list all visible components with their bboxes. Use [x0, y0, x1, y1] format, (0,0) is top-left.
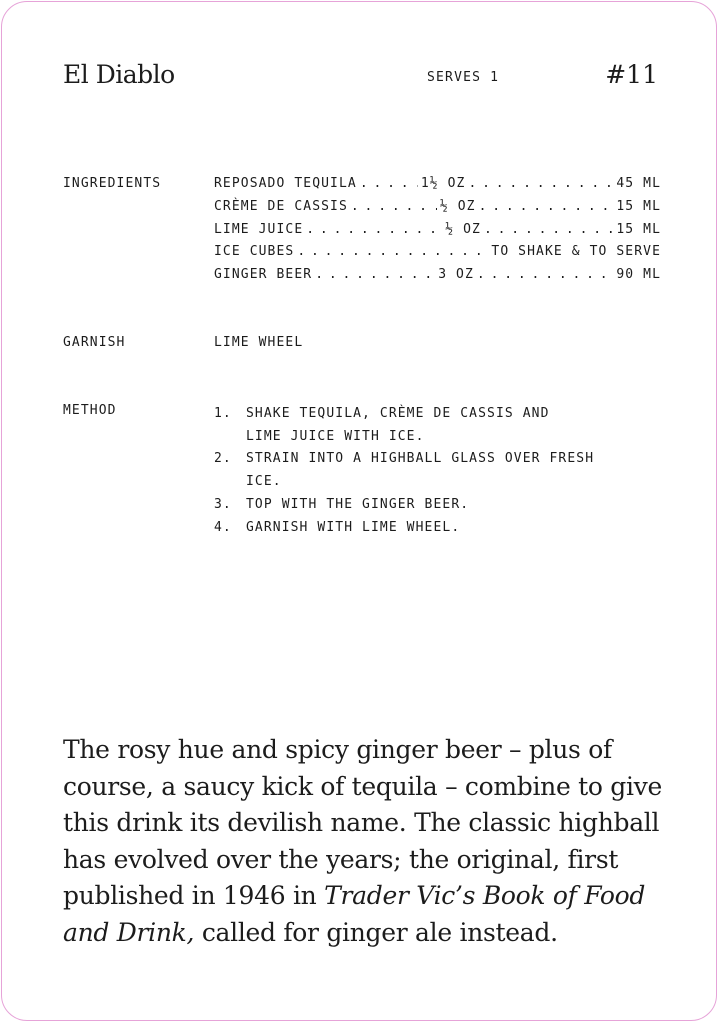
ingredient-name: REPOSADO TEQUILA — [214, 176, 357, 191]
method-step — [214, 403, 606, 448]
leader-dots — [351, 199, 437, 217]
leader-dots — [306, 222, 442, 240]
step-text: TOP WITH THE GINGER BEER. — [246, 496, 470, 512]
garnish-label: GARNISH — [63, 335, 126, 350]
leader-dots — [315, 267, 435, 285]
leader-dots — [479, 199, 614, 217]
book-title: Trader Vic’s Book of Food and Drink, — [63, 881, 646, 947]
step-number: 4. — [214, 519, 232, 535]
step-text: SHAKE TEQUILA, CRÈME DE CASSIS AND LIME JUICE WITH ICE. — [246, 406, 550, 444]
ingredient-imperial: 3 OZ — [438, 267, 474, 282]
leader-dots — [297, 244, 488, 262]
ingredient-metric: 45 ML — [616, 176, 661, 191]
ingredient-metric: TO SHAKE & TO SERVE — [491, 244, 661, 259]
method-step — [214, 517, 606, 540]
ingredient-row — [214, 222, 661, 240]
ingredient-row — [214, 176, 661, 194]
step-text: GARNISH WITH LIME WHEEL. — [246, 519, 461, 535]
serves-count: SERVES 1 — [427, 70, 500, 85]
leader-dots — [468, 176, 613, 194]
recipe-card — [1, 1, 717, 1021]
ingredient-name: CRÈME DE CASSIS — [214, 199, 348, 214]
method-step — [214, 494, 606, 517]
garnish-value: LIME WHEEL — [214, 335, 304, 350]
description-text-end: called for ginger ale instead. — [201, 917, 558, 947]
ingredient-name: LIME JUICE — [214, 222, 304, 237]
ingredient-metric: 90 ML — [616, 267, 661, 282]
step-number: 3. — [214, 496, 232, 512]
ingredient-imperial: ½ OZ — [439, 199, 476, 214]
recipe-number: #11 — [605, 60, 658, 89]
ingredient-name: GINGER BEER — [214, 267, 313, 282]
ingredient-metric: 15 ML — [616, 199, 661, 214]
step-number: 2. — [214, 451, 232, 467]
ingredient-row — [214, 244, 661, 262]
step-text: STRAIN INTO A HIGHBALL GLASS OVER FRESH ICE. — [246, 451, 595, 490]
leader-dots — [360, 176, 418, 194]
step-number: 1. — [214, 406, 232, 421]
recipe-title: El Diablo — [63, 60, 175, 89]
ingredient-name: ICE CUBES — [214, 244, 295, 259]
method-step — [214, 448, 606, 493]
method-label: METHOD — [63, 403, 117, 418]
ingredient-row — [214, 267, 661, 285]
description-text: The rosy hue and spicy ginger beer – plus of course, a saucy kick of tequila – combine to give this drink its devilish name. The classic highball has evolved over the years; the original, first published in 1946 in — [63, 735, 662, 910]
ingredient-row — [214, 199, 661, 217]
recipe-description — [63, 732, 663, 951]
ingredients-label: INGREDIENTS — [63, 176, 162, 191]
ingredient-imperial: ½ OZ — [445, 222, 481, 237]
leader-dots — [484, 222, 613, 240]
method-steps — [214, 403, 606, 539]
leader-dots — [477, 267, 613, 285]
ingredient-metric: 15 ML — [616, 222, 661, 237]
ingredient-imperial: 1½ OZ — [420, 176, 466, 191]
